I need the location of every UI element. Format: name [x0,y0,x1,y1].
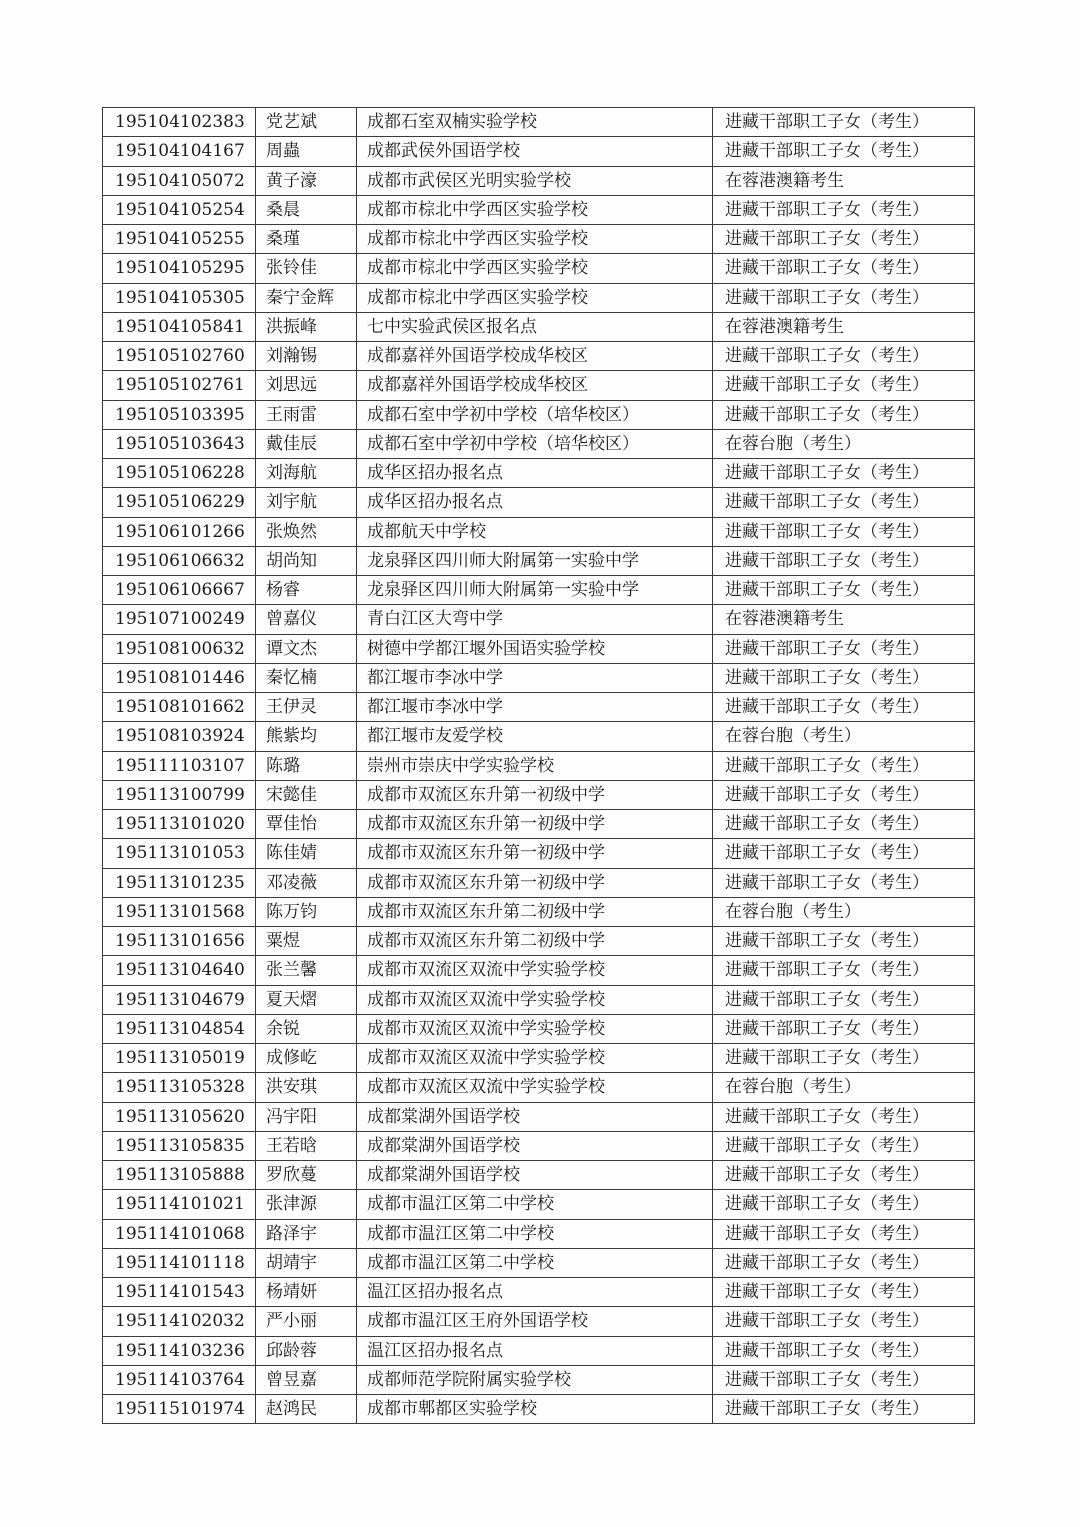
table-row [103,927,975,956]
table-row [103,1307,975,1336]
category-cell: 进藏干部职工子女（考生） [713,810,975,839]
exam-number-cell: 195113104679 [103,985,256,1014]
table-row [103,1161,975,1190]
table-row [103,985,975,1014]
category-cell: 进藏干部职工子女（考生） [713,1307,975,1336]
category-cell: 在蓉台胞（考生） [713,897,975,926]
category-cell: 进藏干部职工子女（考生） [713,1219,975,1248]
table-row [103,108,975,137]
school-cell: 成都市棕北中学西区实验学校 [357,225,713,254]
school-cell: 成都市双流区双流中学实验学校 [357,1044,713,1073]
school-cell: 成都市双流区东升第二初级中学 [357,927,713,956]
category-cell: 进藏干部职工子女（考生） [713,839,975,868]
school-cell: 成都市双流区东升第一初级中学 [357,780,713,809]
school-cell: 成都棠湖外国语学校 [357,1131,713,1160]
school-cell: 成都棠湖外国语学校 [357,1102,713,1131]
school-cell: 成都市双流区双流中学实验学校 [357,985,713,1014]
table-row [103,868,975,897]
category-cell: 进藏干部职工子女（考生） [713,546,975,575]
exam-number-cell: 195113101568 [103,897,256,926]
table-row [103,1248,975,1277]
school-cell: 成都市双流区双流中学实验学校 [357,1073,713,1102]
school-cell: 都江堰市友爱学校 [357,722,713,751]
category-cell: 进藏干部职工子女（考生） [713,634,975,663]
category-cell: 进藏干部职工子女（考生） [713,225,975,254]
student-name-cell: 黄子濠 [256,166,357,195]
school-cell: 温江区招办报名点 [357,1336,713,1365]
exam-number-cell: 195114103236 [103,1336,256,1365]
category-cell: 进藏干部职工子女（考生） [713,488,975,517]
school-cell: 成都市温江区第二中学校 [357,1190,713,1219]
student-name-cell: 覃佳怡 [256,810,357,839]
student-name-cell: 陈佳婧 [256,839,357,868]
school-cell: 成都师范学院附属实验学校 [357,1365,713,1394]
school-cell: 温江区招办报名点 [357,1278,713,1307]
school-cell: 成华区招办报名点 [357,459,713,488]
exam-number-cell: 195113100799 [103,780,256,809]
school-cell: 成都市温江区第二中学校 [357,1248,713,1277]
exam-number-cell: 195104105841 [103,312,256,341]
exam-number-cell: 195105102761 [103,371,256,400]
student-name-cell: 邓凌薇 [256,868,357,897]
student-name-cell: 粟煜 [256,927,357,956]
category-cell: 进藏干部职工子女（考生） [713,1044,975,1073]
category-cell: 进藏干部职工子女（考生） [713,956,975,985]
category-cell: 进藏干部职工子女（考生） [713,1102,975,1131]
school-cell: 树德中学都江堰外国语实验学校 [357,634,713,663]
school-cell: 成都市棕北中学西区实验学校 [357,283,713,312]
exam-number-cell: 195105103643 [103,429,256,458]
category-cell: 进藏干部职工子女（考生） [713,137,975,166]
school-cell: 龙泉驿区四川师大附属第一实验中学 [357,546,713,575]
table-row [103,1014,975,1043]
exam-number-cell: 195114101021 [103,1190,256,1219]
school-cell: 成都市双流区东升第二初级中学 [357,897,713,926]
category-cell: 进藏干部职工子女（考生） [713,868,975,897]
school-cell: 成都石室中学初中学校（培华校区） [357,400,713,429]
student-name-cell: 刘瀚锡 [256,342,357,371]
exam-number-cell: 195108101446 [103,663,256,692]
exam-number-cell: 195113105328 [103,1073,256,1102]
category-cell: 进藏干部职工子女（考生） [713,693,975,722]
student-name-cell: 邱龄蓉 [256,1336,357,1365]
school-cell: 成都市双流区东升第一初级中学 [357,810,713,839]
table-row [103,517,975,546]
school-cell: 成华区招办报名点 [357,488,713,517]
table-row [103,1073,975,1102]
table-row [103,342,975,371]
student-name-cell: 周蟲 [256,137,357,166]
table-row [103,400,975,429]
category-cell: 在蓉台胞（考生） [713,429,975,458]
category-cell: 在蓉港澳籍考生 [713,605,975,634]
roster-body [103,108,975,1424]
school-cell: 成都市双流区双流中学实验学校 [357,956,713,985]
student-name-cell: 胡尚知 [256,546,357,575]
exam-number-cell: 195108103924 [103,722,256,751]
school-cell: 成都市温江区第二中学校 [357,1219,713,1248]
school-cell: 成都市郫都区实验学校 [357,1395,713,1424]
exam-number-cell: 195113101656 [103,927,256,956]
student-name-cell: 秦忆楠 [256,663,357,692]
category-cell: 进藏干部职工子女（考生） [713,1278,975,1307]
category-cell: 进藏干部职工子女（考生） [713,780,975,809]
school-cell: 七中实验武侯区报名点 [357,312,713,341]
student-name-cell: 陈万钧 [256,897,357,926]
student-name-cell: 洪振峰 [256,312,357,341]
category-cell: 进藏干部职工子女（考生） [713,459,975,488]
table-row [103,1395,975,1424]
school-cell: 成都市双流区双流中学实验学校 [357,1014,713,1043]
school-cell: 成都市双流区东升第一初级中学 [357,839,713,868]
exam-number-cell: 195105106228 [103,459,256,488]
table-row [103,751,975,780]
school-cell: 成都市棕北中学西区实验学校 [357,195,713,224]
student-name-cell: 秦宁金辉 [256,283,357,312]
table-row [103,1219,975,1248]
category-cell: 进藏干部职工子女（考生） [713,108,975,137]
exam-number-cell: 195108101662 [103,693,256,722]
school-cell: 成都石室中学初中学校（培华校区） [357,429,713,458]
exam-number-cell: 195106106632 [103,546,256,575]
category-cell: 进藏干部职工子女（考生） [713,663,975,692]
table-row [103,897,975,926]
category-cell: 在蓉港澳籍考生 [713,166,975,195]
exam-number-cell: 195104104167 [103,137,256,166]
table-row [103,722,975,751]
student-name-cell: 刘海航 [256,459,357,488]
student-name-cell: 陈璐 [256,751,357,780]
exam-number-cell: 195104105254 [103,195,256,224]
table-row [103,1336,975,1365]
category-cell: 进藏干部职工子女（考生） [713,1395,975,1424]
table-row [103,1365,975,1394]
table-row [103,839,975,868]
exam-number-cell: 195104105305 [103,283,256,312]
exam-number-cell: 195113101053 [103,839,256,868]
table-row [103,605,975,634]
student-name-cell: 路泽宇 [256,1219,357,1248]
category-cell: 进藏干部职工子女（考生） [713,254,975,283]
exam-number-cell: 195114101068 [103,1219,256,1248]
table-row [103,780,975,809]
exam-number-cell: 195104105072 [103,166,256,195]
table-row [103,459,975,488]
table-row [103,166,975,195]
school-cell: 龙泉驿区四川师大附属第一实验中学 [357,576,713,605]
student-name-cell: 王雨雷 [256,400,357,429]
student-name-cell: 杨睿 [256,576,357,605]
table-row [103,810,975,839]
category-cell: 进藏干部职工子女（考生） [713,751,975,780]
exam-number-cell: 195113104854 [103,1014,256,1043]
exam-number-cell: 195111103107 [103,751,256,780]
student-name-cell: 罗欣蔓 [256,1161,357,1190]
student-name-cell: 曾昱嘉 [256,1365,357,1394]
student-name-cell: 党艺斌 [256,108,357,137]
exam-number-cell: 195105102760 [103,342,256,371]
category-cell: 进藏干部职工子女（考生） [713,927,975,956]
exam-number-cell: 195113105888 [103,1161,256,1190]
student-name-cell: 谭文杰 [256,634,357,663]
student-name-cell: 熊紫均 [256,722,357,751]
student-name-cell: 刘思远 [256,371,357,400]
school-cell: 成都市温江区王府外国语学校 [357,1307,713,1336]
student-name-cell: 王若晗 [256,1131,357,1160]
school-cell: 成都市双流区东升第一初级中学 [357,868,713,897]
school-cell: 成都市棕北中学西区实验学校 [357,254,713,283]
table-row [103,1190,975,1219]
student-name-cell: 桑晨 [256,195,357,224]
category-cell: 进藏干部职工子女（考生） [713,283,975,312]
exam-number-cell: 195106101266 [103,517,256,546]
student-name-cell: 成修屹 [256,1044,357,1073]
table-row [103,137,975,166]
student-name-cell: 张焕然 [256,517,357,546]
table-row [103,576,975,605]
category-cell: 进藏干部职工子女（考生） [713,517,975,546]
school-cell: 成都市武侯区光明实验学校 [357,166,713,195]
exam-number-cell: 195114101543 [103,1278,256,1307]
table-row [103,1102,975,1131]
exam-number-cell: 195107100249 [103,605,256,634]
school-cell: 青白江区大弯中学 [357,605,713,634]
exam-number-cell: 195113101020 [103,810,256,839]
student-name-cell: 张铃佳 [256,254,357,283]
exam-number-cell: 195108100632 [103,634,256,663]
table-row [103,956,975,985]
school-cell: 都江堰市李冰中学 [357,693,713,722]
table-row [103,225,975,254]
student-roster-table [102,107,975,1424]
school-cell: 成都棠湖外国语学校 [357,1161,713,1190]
exam-number-cell: 195104105255 [103,225,256,254]
student-name-cell: 余锐 [256,1014,357,1043]
table-row [103,488,975,517]
table-row [103,371,975,400]
exam-number-cell: 195106106667 [103,576,256,605]
exam-number-cell: 195113101235 [103,868,256,897]
exam-number-cell: 195114103764 [103,1365,256,1394]
exam-number-cell: 195113104640 [103,956,256,985]
student-name-cell: 洪安琪 [256,1073,357,1102]
category-cell: 进藏干部职工子女（考生） [713,1131,975,1160]
category-cell: 进藏干部职工子女（考生） [713,400,975,429]
category-cell: 进藏干部职工子女（考生） [713,576,975,605]
table-row [103,312,975,341]
category-cell: 在蓉港澳籍考生 [713,312,975,341]
category-cell: 进藏干部职工子女（考生） [713,371,975,400]
table-row [103,283,975,312]
table-row [103,546,975,575]
exam-number-cell: 195114101118 [103,1248,256,1277]
school-cell: 成都嘉祥外国语学校成华校区 [357,342,713,371]
student-name-cell: 王伊灵 [256,693,357,722]
table-row [103,1044,975,1073]
exam-number-cell: 195105106229 [103,488,256,517]
student-name-cell: 宋懿佳 [256,780,357,809]
table-row [103,195,975,224]
student-name-cell: 张兰馨 [256,956,357,985]
category-cell: 进藏干部职工子女（考生） [713,1190,975,1219]
category-cell: 进藏干部职工子女（考生） [713,1336,975,1365]
table-row [103,429,975,458]
exam-number-cell: 195115101974 [103,1395,256,1424]
category-cell: 进藏干部职工子女（考生） [713,1365,975,1394]
student-name-cell: 赵鸿民 [256,1395,357,1424]
school-cell: 崇州市崇庆中学实验学校 [357,751,713,780]
student-name-cell: 胡靖宇 [256,1248,357,1277]
student-name-cell: 桑瑾 [256,225,357,254]
school-cell: 成都石室双楠实验学校 [357,108,713,137]
table-row [103,663,975,692]
exam-number-cell: 195113105019 [103,1044,256,1073]
category-cell: 进藏干部职工子女（考生） [713,1161,975,1190]
student-name-cell: 刘宇航 [256,488,357,517]
category-cell: 进藏干部职工子女（考生） [713,1014,975,1043]
table-row [103,1131,975,1160]
exam-number-cell: 195114102032 [103,1307,256,1336]
school-cell: 成都嘉祥外国语学校成华校区 [357,371,713,400]
student-name-cell: 冯宇阳 [256,1102,357,1131]
school-cell: 成都武侯外国语学校 [357,137,713,166]
student-name-cell: 曾嘉仪 [256,605,357,634]
exam-number-cell: 195113105835 [103,1131,256,1160]
category-cell: 进藏干部职工子女（考生） [713,195,975,224]
table-row [103,254,975,283]
category-cell: 进藏干部职工子女（考生） [713,342,975,371]
category-cell: 进藏干部职工子女（考生） [713,985,975,1014]
student-name-cell: 夏天熠 [256,985,357,1014]
exam-number-cell: 195113105620 [103,1102,256,1131]
exam-number-cell: 195104102383 [103,108,256,137]
table-row [103,634,975,663]
student-name-cell: 杨靖妍 [256,1278,357,1307]
school-cell: 成都航天中学校 [357,517,713,546]
category-cell: 在蓉台胞（考生） [713,722,975,751]
exam-number-cell: 195105103395 [103,400,256,429]
table-row [103,693,975,722]
school-cell: 都江堰市李冰中学 [357,663,713,692]
category-cell: 进藏干部职工子女（考生） [713,1248,975,1277]
exam-number-cell: 195104105295 [103,254,256,283]
table-row [103,1278,975,1307]
category-cell: 在蓉台胞（考生） [713,1073,975,1102]
student-name-cell: 戴佳辰 [256,429,357,458]
student-name-cell: 严小丽 [256,1307,357,1336]
student-name-cell: 张津源 [256,1190,357,1219]
